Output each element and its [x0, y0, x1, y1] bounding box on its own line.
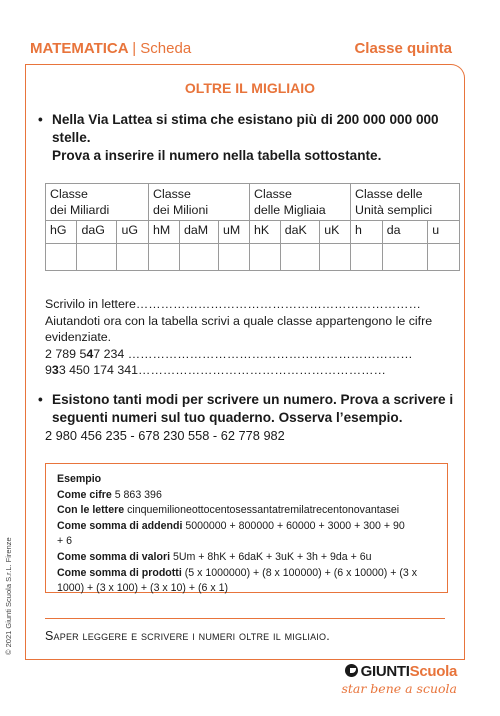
example-row-letters: Con le lettere cinquemilioneottocentosessantatremilatrecentonovantasei	[57, 504, 400, 517]
copyright-notice: © 2021 Giunti Scuola S.r.L. Firenze	[4, 537, 13, 655]
logo-tagline: star bene a scuola	[341, 681, 457, 696]
subject-header	[30, 40, 191, 57]
digit-entry-cell[interactable]	[46, 244, 77, 271]
unit-cell: da	[382, 221, 428, 244]
worksheet-frame-left	[25, 64, 26, 660]
unit-cell: uG	[117, 221, 149, 244]
logo-brand-scuola: Scuola	[409, 663, 457, 680]
example-row-addends: Come somma di addendi 5000000 + 800000 + 60000 + 3000 + 300 + 90	[57, 519, 405, 532]
bullet-icon: •	[38, 392, 43, 407]
write-in-letters-line[interactable]: Scrivilo in lettere……………………………………………………………	[45, 297, 421, 311]
number-line-1[interactable]: 2 789 547 234 ……………………………………………………………	[45, 347, 413, 361]
class-thousands: Classe delle Migliaia	[250, 184, 351, 221]
exercise-2	[38, 391, 453, 427]
class-billions: Classe dei Miliardi	[46, 184, 149, 221]
place-value-table	[45, 183, 460, 271]
unit-cell: daM	[179, 221, 218, 244]
digit-entry-cell[interactable]	[250, 244, 281, 271]
unit-cell: u	[428, 221, 460, 244]
unit-cell: h	[351, 221, 383, 244]
example-row-products-cont: 1000) + (3 x 100) + (3 x 10) + (6 x 1)	[57, 582, 229, 595]
sheet-title: OLTRE IL MIGLIAIO	[184, 80, 316, 96]
highlighted-digit: 4	[86, 347, 94, 361]
highlighted-digit: 3	[51, 363, 59, 377]
digit-entry-cell[interactable]	[179, 244, 218, 271]
grade-label: Classe quinta	[354, 40, 452, 57]
example-row-values: Come somma di valori 5Um + 8hK + 6daK + 3uK + 3h + 9da + 6u	[57, 550, 372, 563]
footer-divider	[45, 618, 445, 619]
unit-cell: daK	[280, 221, 320, 244]
exercise-1	[38, 111, 439, 165]
instruction-line-1: Aiutandoti ora con la tabella scrivi a quale classe appartengono le cifre	[45, 314, 433, 328]
exercise-2-numbers: 2 980 456 235 - 678 230 558 - 62 778 982	[45, 428, 285, 443]
example-title: Esempio	[57, 473, 102, 485]
publisher-logo	[341, 663, 457, 696]
unit-cell: uM	[219, 221, 250, 244]
header-separator: |	[132, 40, 137, 57]
digit-entry-cell[interactable]	[280, 244, 320, 271]
learning-objective: Saper leggere e scrivere i numeri oltre il migliaio.	[45, 629, 330, 643]
example-box	[45, 463, 448, 593]
class-units: Classe delle Unità semplici	[351, 184, 460, 221]
digit-entry-cell[interactable]	[219, 244, 250, 271]
giunti-logo-icon	[345, 664, 358, 677]
example-row-digits: Come cifre 5 863 396	[57, 488, 162, 501]
exercise-2-line-2: seguenti numeri sul tuo quaderno. Osserva l’esempio.	[52, 410, 403, 425]
digit-entry-cell[interactable]	[320, 244, 351, 271]
logo-brand-giunti: GIUNTI	[360, 663, 410, 680]
unit-cell: hG	[46, 221, 77, 244]
class-millions: Classe dei Milioni	[149, 184, 250, 221]
exercise-2-line-1: Esistono tanti modi per scrivere un numero. Prova a scrivere i	[52, 392, 454, 407]
digit-entry-cell[interactable]	[351, 244, 383, 271]
unit-cell: hM	[149, 221, 180, 244]
number-line-2[interactable]: 933 450 174 341……………………………………………………	[45, 363, 386, 377]
digit-entry-cell[interactable]	[77, 244, 117, 271]
digit-entry-cell[interactable]	[149, 244, 180, 271]
subject-label: MATEMATICA	[30, 40, 129, 57]
doc-type-label: Scheda	[140, 40, 192, 57]
instruction-line-2: evidenziate.	[45, 330, 112, 344]
exercise-1-line-3: Prova a inserire il numero nella tabella sottostante.	[52, 148, 382, 163]
unit-cell: hK	[250, 221, 281, 244]
example-row-addends-cont: + 6	[57, 535, 73, 548]
digit-entry-cell[interactable]	[428, 244, 460, 271]
exercise-1-line-1: Nella Via Lattea si stima che esistano più di 200 000 000 000	[52, 112, 439, 127]
bullet-icon: •	[38, 112, 43, 127]
exercise-1-line-2: stelle.	[52, 130, 91, 145]
digit-entry-cell[interactable]	[117, 244, 149, 271]
unit-cell: uK	[320, 221, 351, 244]
unit-cell: daG	[77, 221, 117, 244]
example-row-products: Come somma di prodotti (5 x 1000000) + (8 x 100000) + (6 x 10000) + (3 x	[57, 566, 418, 579]
digit-entry-cell[interactable]	[382, 244, 428, 271]
